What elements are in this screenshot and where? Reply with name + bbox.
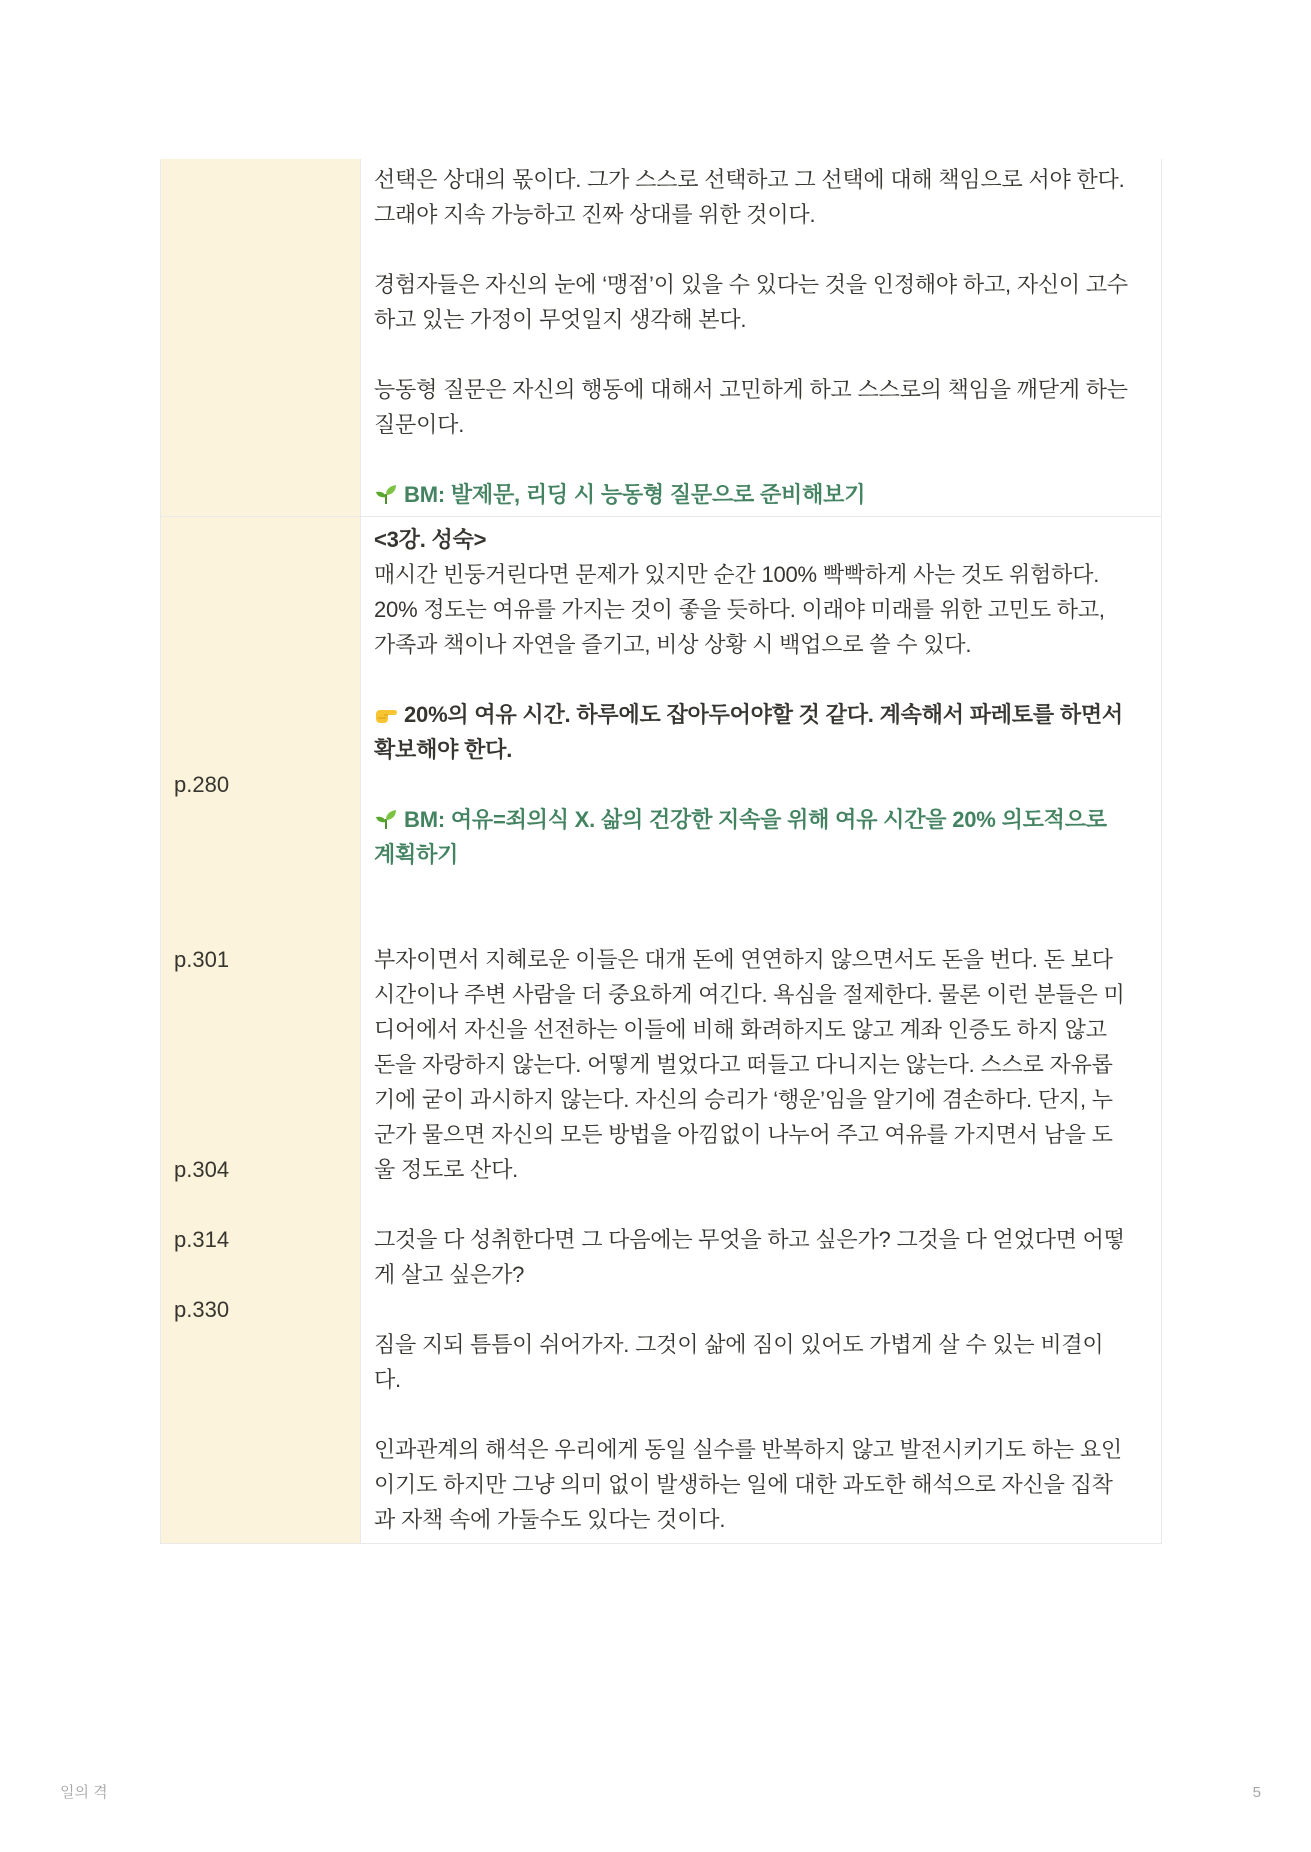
text-line: 질문이다. [374, 412, 465, 437]
page-ref: p.314 [174, 1227, 230, 1252]
text-line: 울 정도로 산다. [374, 1157, 519, 1182]
bm-line: 계획하기 [374, 842, 459, 867]
paragraph [374, 267, 1161, 337]
text-line: 이기도 하지만 그냥 의미 없이 발생하는 일에 대한 과도한 해석으로 자신을 집착 [374, 1472, 1113, 1497]
text-line: 능동형 질문은 자신의 행동에 대해서 고민하게 하고 스스로의 책임을 깨닫게 하는 [374, 377, 1128, 402]
text-line: 부자이면서 지혜로운 이들은 대개 돈에 연연하지 않으면서도 돈을 번다. 돈 보다 [374, 947, 1113, 972]
text-line: 그것을 다 성취한다면 그 다음에는 무엇을 하고 싶은가? 그것을 다 얻었다면 어떻 [374, 1227, 1125, 1252]
paragraph [374, 1222, 1161, 1292]
text-line: 디어에서 자신을 선전하는 이들에 비해 화려하지도 않고 계좌 인증도 하지 않고 [374, 1017, 1107, 1042]
page-ref: p.304 [174, 1157, 230, 1182]
paragraph [374, 1432, 1161, 1537]
table-row [160, 159, 1162, 516]
bm-line [374, 477, 1161, 512]
text-line: 시간이나 주변 사람을 더 중요하게 여긴다. 욕심을 절제한다. 물론 이런 분들은 미 [374, 982, 1125, 1007]
paragraph [374, 162, 1161, 232]
page-ref-cell [161, 159, 361, 516]
paragraph [374, 1327, 1161, 1397]
callout-note [374, 697, 1161, 767]
text-line: 기에 굳이 과시하지 않는다. 자신의 승리가 ‘행운’임을 알기에 겸손하다. 단지, 누 [374, 1087, 1113, 1112]
text-line: 게 살고 싶은가? [374, 1262, 525, 1287]
page-ref: p.280 [174, 772, 230, 797]
text-line: 매시간 빈둥거린다면 문제가 있지만 순간 100% 빡빡하게 사는 것도 위험하다. [374, 562, 1100, 587]
callout-text: 20%의 여유 시간. 하루에도 잡아두어야할 것 같다. 계속해서 파레토를 하면서 [404, 702, 1123, 727]
table-row [160, 516, 1162, 1544]
bm-note [374, 802, 1161, 872]
callout-line: 확보해야 한다. [374, 737, 513, 762]
paragraph [374, 372, 1161, 442]
seedling-icon [374, 807, 398, 831]
text-line: 경험자들은 자신의 눈에 ‘맹점’이 있을 수 있다는 것을 인정해야 하고, 자신이 고수 [374, 272, 1128, 297]
text-line: 돈을 자랑하지 않는다. 어떻게 벌었다고 떠들고 다니지는 않는다. 스스로 자유롭 [374, 1052, 1113, 1077]
bm-line [374, 802, 1161, 837]
paragraph [374, 942, 1161, 1187]
page-ref: p.330 [174, 1297, 230, 1322]
notes-table [160, 159, 1162, 1544]
footer-page-number: 5 [1252, 1784, 1261, 1801]
text-line: 20% 정도는 여유를 가지는 것이 좋을 듯하다. 이래야 미래를 위한 고민도 하고, [374, 597, 1105, 622]
bm-text: BM: 발제문, 리딩 시 능동형 질문으로 준비해보기 [404, 482, 866, 507]
text-line: 과 자책 속에 가둘수도 있다는 것이다. [374, 1507, 726, 1532]
text-line: 인과관계의 해석은 우리에게 동일 실수를 반복하지 않고 발전시키기도 하는 요인 [374, 1437, 1122, 1462]
text-line: 선택은 상대의 몫이다. 그가 스스로 선택하고 그 선택에 대해 책임으로 서야 한다. [374, 167, 1125, 192]
footer-document-title: 일의 격 [60, 1784, 108, 1801]
backhand-index-pointing-right-icon [374, 702, 398, 726]
bm-text: BM: 여유=죄의식 X. 삶의 건강한 지속을 위해 여유 시간을 20% 의도적으로 [404, 807, 1107, 832]
page-ref-cell [161, 517, 361, 1543]
text-line: 군가 물으면 자신의 모든 방법을 아낌없이 나누어 주고 여유를 가지면서 남을 도 [374, 1122, 1113, 1147]
text-line: 가족과 책이나 자연을 즐기고, 비상 상황 시 백업으로 쓸 수 있다. [374, 632, 972, 657]
content-cell [361, 517, 1161, 1543]
content-cell [361, 159, 1161, 516]
section-heading: <3강. 성숙> [374, 527, 487, 552]
text-line: 하고 있는 가정이 무엇일지 생각해 본다. [374, 307, 747, 332]
seedling-icon [374, 482, 398, 506]
text-line: 다. [374, 1367, 401, 1392]
text-line: 짐을 지되 틈틈이 쉬어가자. 그것이 삶에 짐이 있어도 가볍게 살 수 있는 비결이 [374, 1332, 1104, 1357]
text-line: 그래야 지속 가능하고 진짜 상대를 위한 것이다. [374, 202, 816, 227]
paragraph [374, 557, 1161, 662]
page-ref: p.301 [174, 947, 230, 972]
bm-note [374, 477, 1161, 512]
callout-line [374, 697, 1161, 732]
